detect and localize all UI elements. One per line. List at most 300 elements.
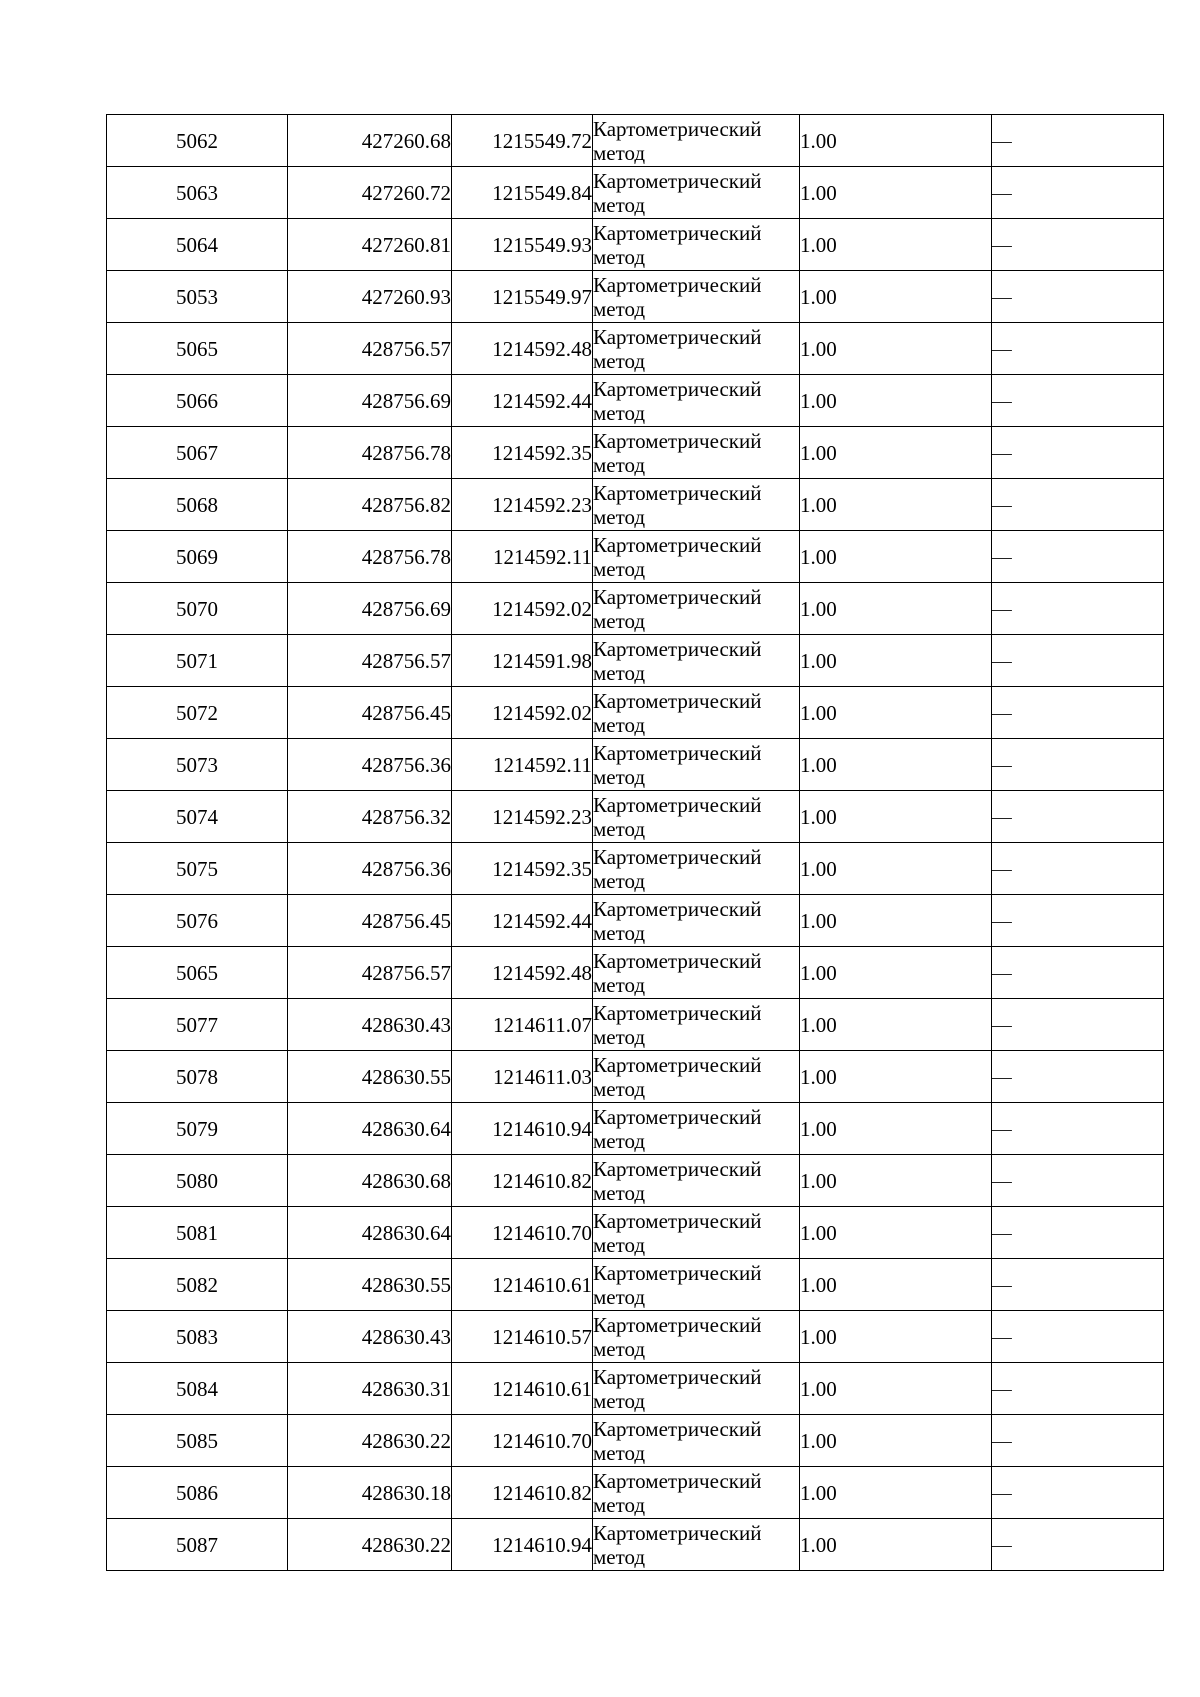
point-number-text: 5068 <box>176 492 218 517</box>
method-cell <box>593 687 800 739</box>
method-cell <box>593 1155 800 1207</box>
y-coordinate-text: 1214610.61 <box>492 1376 592 1401</box>
x-coordinate-cell <box>288 1259 452 1311</box>
method-text: Картометрический метод <box>593 324 762 373</box>
accuracy-text: 1.00 <box>800 700 837 725</box>
accuracy-cell <box>800 1155 992 1207</box>
point-number-cell <box>107 739 288 791</box>
accuracy-cell <box>800 1519 992 1571</box>
y-coordinate-text: 1214592.44 <box>492 908 592 933</box>
x-coordinate-cell <box>288 479 452 531</box>
description-cell <box>992 583 1164 635</box>
table-row <box>107 427 1164 479</box>
description-text: — <box>992 1483 1012 1503</box>
accuracy-cell <box>800 531 992 583</box>
table-row <box>107 791 1164 843</box>
x-coordinate-text: 428756.45 <box>361 908 451 933</box>
accuracy-cell <box>800 1415 992 1467</box>
y-coordinate-cell <box>452 1415 593 1467</box>
method-cell <box>593 479 800 531</box>
table-row <box>107 1311 1164 1363</box>
accuracy-text: 1.00 <box>800 232 837 257</box>
x-coordinate-cell <box>288 895 452 947</box>
point-number-cell <box>107 1363 288 1415</box>
x-coordinate-text: 428630.43 <box>361 1324 451 1349</box>
description-text: — <box>992 807 1012 827</box>
description-cell <box>992 1519 1164 1571</box>
description-text: — <box>992 391 1012 411</box>
x-coordinate-cell <box>288 1519 452 1571</box>
description-cell <box>992 1311 1164 1363</box>
x-coordinate-cell <box>288 1103 452 1155</box>
accuracy-text: 1.00 <box>800 1272 837 1297</box>
method-cell <box>593 791 800 843</box>
y-coordinate-text: 1214610.82 <box>492 1480 592 1505</box>
point-number-text: 5082 <box>176 1272 218 1297</box>
x-coordinate-cell <box>288 271 452 323</box>
x-coordinate-cell <box>288 999 452 1051</box>
description-text: — <box>992 859 1012 879</box>
accuracy-cell <box>800 1467 992 1519</box>
x-coordinate-text: 428756.36 <box>361 856 451 881</box>
description-cell <box>992 635 1164 687</box>
description-text: — <box>992 547 1012 567</box>
accuracy-text: 1.00 <box>800 388 837 413</box>
x-coordinate-cell <box>288 635 452 687</box>
x-coordinate-cell <box>288 1415 452 1467</box>
description-cell <box>992 531 1164 583</box>
x-coordinate-text: 428756.78 <box>361 544 451 569</box>
description-text: — <box>992 703 1012 723</box>
y-coordinate-text: 1214611.07 <box>493 1012 592 1037</box>
point-number-text: 5066 <box>176 388 218 413</box>
description-cell <box>992 1467 1164 1519</box>
method-cell <box>593 1259 800 1311</box>
method-cell <box>593 895 800 947</box>
document-page <box>106 114 1163 1571</box>
y-coordinate-cell <box>452 375 593 427</box>
x-coordinate-text: 428630.55 <box>361 1272 451 1297</box>
description-cell <box>992 167 1164 219</box>
y-coordinate-text: 1214592.48 <box>492 960 592 985</box>
x-coordinate-text: 428756.82 <box>361 492 451 517</box>
point-number-text: 5065 <box>176 336 218 361</box>
x-coordinate-cell <box>288 583 452 635</box>
y-coordinate-cell <box>452 1467 593 1519</box>
method-cell <box>593 531 800 583</box>
table-row <box>107 947 1164 999</box>
point-number-cell <box>107 1207 288 1259</box>
method-text: Картометрический метод <box>593 480 762 529</box>
method-cell <box>593 635 800 687</box>
accuracy-cell <box>800 1103 992 1155</box>
accuracy-cell <box>800 791 992 843</box>
x-coordinate-text: 427260.72 <box>361 180 451 205</box>
y-coordinate-text: 1214610.61 <box>492 1272 592 1297</box>
x-coordinate-cell <box>288 791 452 843</box>
point-number-cell <box>107 219 288 271</box>
accuracy-text: 1.00 <box>800 1532 837 1557</box>
point-number-cell <box>107 635 288 687</box>
y-coordinate-cell <box>452 479 593 531</box>
description-cell <box>992 999 1164 1051</box>
y-coordinate-cell <box>452 1363 593 1415</box>
description-text: — <box>992 755 1012 775</box>
x-coordinate-text: 427260.93 <box>361 284 451 309</box>
y-coordinate-text: 1214592.11 <box>493 752 592 777</box>
method-text: Картометрический метод <box>593 376 762 425</box>
point-number-cell <box>107 531 288 583</box>
y-coordinate-text: 1214591.98 <box>492 648 592 673</box>
table-row <box>107 895 1164 947</box>
method-cell <box>593 1051 800 1103</box>
point-number-cell <box>107 115 288 167</box>
method-text: Картометрический метод <box>593 116 762 165</box>
table-row <box>107 739 1164 791</box>
point-number-text: 5081 <box>176 1220 218 1245</box>
y-coordinate-text: 1214610.70 <box>492 1428 592 1453</box>
y-coordinate-cell <box>452 1519 593 1571</box>
point-number-cell <box>107 687 288 739</box>
method-cell <box>593 583 800 635</box>
accuracy-text: 1.00 <box>800 752 837 777</box>
y-coordinate-text: 1214592.48 <box>492 336 592 361</box>
x-coordinate-cell <box>288 947 452 999</box>
point-number-text: 5064 <box>176 232 218 257</box>
description-cell <box>992 479 1164 531</box>
method-cell <box>593 1519 800 1571</box>
method-text: Картометрический метод <box>593 1000 762 1049</box>
point-number-cell <box>107 1467 288 1519</box>
description-cell <box>992 947 1164 999</box>
description-text: — <box>992 287 1012 307</box>
x-coordinate-text: 428756.57 <box>361 336 451 361</box>
x-coordinate-text: 428756.36 <box>361 752 451 777</box>
point-number-cell <box>107 1155 288 1207</box>
point-number-cell <box>107 583 288 635</box>
point-number-cell <box>107 1259 288 1311</box>
accuracy-text: 1.00 <box>800 336 837 361</box>
method-text: Картометрический метод <box>593 1416 762 1465</box>
description-cell <box>992 1103 1164 1155</box>
x-coordinate-text: 428630.64 <box>361 1116 451 1141</box>
x-coordinate-cell <box>288 1207 452 1259</box>
x-coordinate-cell <box>288 739 452 791</box>
method-cell <box>593 1207 800 1259</box>
point-number-cell <box>107 791 288 843</box>
x-coordinate-cell <box>288 1311 452 1363</box>
point-number-text: 5087 <box>176 1532 218 1557</box>
accuracy-text: 1.00 <box>800 1480 837 1505</box>
y-coordinate-cell <box>452 791 593 843</box>
description-text: — <box>992 963 1012 983</box>
y-coordinate-cell <box>452 323 593 375</box>
y-coordinate-text: 1215549.84 <box>492 180 592 205</box>
x-coordinate-text: 428630.22 <box>361 1428 451 1453</box>
method-cell <box>593 323 800 375</box>
accuracy-cell <box>800 271 992 323</box>
description-cell <box>992 115 1164 167</box>
method-cell <box>593 271 800 323</box>
y-coordinate-text: 1214610.57 <box>492 1324 592 1349</box>
method-text: Картометрический метод <box>593 636 762 685</box>
accuracy-cell <box>800 1363 992 1415</box>
y-coordinate-cell <box>452 635 593 687</box>
method-text: Картометрический метод <box>593 532 762 581</box>
accuracy-text: 1.00 <box>800 1168 837 1193</box>
y-coordinate-cell <box>452 687 593 739</box>
y-coordinate-cell <box>452 947 593 999</box>
method-text: Картометрический метод <box>593 168 762 217</box>
method-cell <box>593 427 800 479</box>
accuracy-text: 1.00 <box>800 1428 837 1453</box>
method-text: Картометрический метод <box>593 740 762 789</box>
coordinates-table <box>106 114 1164 1571</box>
point-number-text: 5080 <box>176 1168 218 1193</box>
y-coordinate-text: 1214611.03 <box>493 1064 592 1089</box>
point-number-cell <box>107 167 288 219</box>
x-coordinate-cell <box>288 115 452 167</box>
y-coordinate-cell <box>452 1207 593 1259</box>
y-coordinate-text: 1214610.82 <box>492 1168 592 1193</box>
table-row <box>107 843 1164 895</box>
y-coordinate-text: 1214592.02 <box>492 596 592 621</box>
description-text: — <box>992 1015 1012 1035</box>
accuracy-cell <box>800 635 992 687</box>
table-row <box>107 375 1164 427</box>
y-coordinate-cell <box>452 843 593 895</box>
accuracy-text: 1.00 <box>800 128 837 153</box>
point-number-text: 5076 <box>176 908 218 933</box>
accuracy-cell <box>800 1259 992 1311</box>
method-text: Картометрический метод <box>593 844 762 893</box>
table-row <box>107 1519 1164 1571</box>
accuracy-text: 1.00 <box>800 284 837 309</box>
method-cell <box>593 1467 800 1519</box>
x-coordinate-cell <box>288 427 452 479</box>
point-number-cell <box>107 895 288 947</box>
x-coordinate-text: 428756.69 <box>361 596 451 621</box>
accuracy-text: 1.00 <box>800 1220 837 1245</box>
description-text: — <box>992 1223 1012 1243</box>
accuracy-text: 1.00 <box>800 960 837 985</box>
point-number-text: 5078 <box>176 1064 218 1089</box>
y-coordinate-cell <box>452 271 593 323</box>
table-row <box>107 323 1164 375</box>
description-text: — <box>992 235 1012 255</box>
y-coordinate-text: 1215549.72 <box>492 128 592 153</box>
method-text: Картометрический метод <box>593 688 762 737</box>
accuracy-text: 1.00 <box>800 648 837 673</box>
x-coordinate-text: 428756.78 <box>361 440 451 465</box>
point-number-text: 5086 <box>176 1480 218 1505</box>
description-text: — <box>992 1535 1012 1555</box>
method-cell <box>593 947 800 999</box>
method-text: Картометрический метод <box>593 1260 762 1309</box>
x-coordinate-cell <box>288 687 452 739</box>
table-row <box>107 1259 1164 1311</box>
method-text: Картометрический метод <box>593 584 762 633</box>
table-row <box>107 635 1164 687</box>
method-text: Картометрический метод <box>593 272 762 321</box>
description-text: — <box>992 1067 1012 1087</box>
point-number-text: 5053 <box>176 284 218 309</box>
x-coordinate-text: 428630.22 <box>361 1532 451 1557</box>
y-coordinate-text: 1214610.94 <box>492 1116 592 1141</box>
point-number-text: 5070 <box>176 596 218 621</box>
y-coordinate-cell <box>452 167 593 219</box>
description-text: — <box>992 1171 1012 1191</box>
x-coordinate-text: 428756.45 <box>361 700 451 725</box>
point-number-text: 5072 <box>176 700 218 725</box>
description-text: — <box>992 131 1012 151</box>
accuracy-cell <box>800 947 992 999</box>
table-row <box>107 1467 1164 1519</box>
accuracy-cell <box>800 1207 992 1259</box>
point-number-cell <box>107 375 288 427</box>
description-cell <box>992 219 1164 271</box>
x-coordinate-text: 428630.43 <box>361 1012 451 1037</box>
point-number-cell <box>107 479 288 531</box>
point-number-text: 5062 <box>176 128 218 153</box>
x-coordinate-text: 428756.57 <box>361 960 451 985</box>
point-number-text: 5083 <box>176 1324 218 1349</box>
y-coordinate-cell <box>452 739 593 791</box>
method-text: Картометрический метод <box>593 948 762 997</box>
y-coordinate-cell <box>452 427 593 479</box>
y-coordinate-cell <box>452 1103 593 1155</box>
point-number-cell <box>107 1519 288 1571</box>
y-coordinate-cell <box>452 999 593 1051</box>
description-text: — <box>992 1275 1012 1295</box>
point-number-cell <box>107 843 288 895</box>
x-coordinate-cell <box>288 323 452 375</box>
point-number-cell <box>107 323 288 375</box>
method-cell <box>593 115 800 167</box>
table-row <box>107 167 1164 219</box>
y-coordinate-cell <box>452 583 593 635</box>
method-cell <box>593 375 800 427</box>
method-text: Картометрический метод <box>593 1520 762 1569</box>
accuracy-text: 1.00 <box>800 1116 837 1141</box>
point-number-text: 5071 <box>176 648 218 673</box>
description-cell <box>992 895 1164 947</box>
y-coordinate-text: 1214610.94 <box>492 1532 592 1557</box>
method-text: Картометрический метод <box>593 1208 762 1257</box>
accuracy-text: 1.00 <box>800 856 837 881</box>
point-number-cell <box>107 427 288 479</box>
accuracy-cell <box>800 739 992 791</box>
accuracy-cell <box>800 115 992 167</box>
method-text: Картометрический метод <box>593 220 762 269</box>
method-cell <box>593 219 800 271</box>
x-coordinate-text: 428756.69 <box>361 388 451 413</box>
table-row <box>107 531 1164 583</box>
description-cell <box>992 1051 1164 1103</box>
accuracy-cell <box>800 375 992 427</box>
description-cell <box>992 1207 1164 1259</box>
method-cell <box>593 739 800 791</box>
point-number-cell <box>107 1415 288 1467</box>
x-coordinate-cell <box>288 167 452 219</box>
description-cell <box>992 1259 1164 1311</box>
accuracy-cell <box>800 323 992 375</box>
x-coordinate-text: 428756.32 <box>361 804 451 829</box>
x-coordinate-text: 428630.31 <box>361 1376 451 1401</box>
accuracy-cell <box>800 167 992 219</box>
point-number-cell <box>107 947 288 999</box>
description-text: — <box>992 1119 1012 1139</box>
y-coordinate-cell <box>452 531 593 583</box>
method-cell <box>593 1103 800 1155</box>
y-coordinate-text: 1215549.97 <box>492 284 592 309</box>
method-text: Картометрический метод <box>593 1156 762 1205</box>
method-text: Картометрический метод <box>593 428 762 477</box>
x-coordinate-text: 428630.68 <box>361 1168 451 1193</box>
accuracy-cell <box>800 427 992 479</box>
table-row <box>107 1103 1164 1155</box>
y-coordinate-text: 1214592.23 <box>492 492 592 517</box>
point-number-text: 5085 <box>176 1428 218 1453</box>
table-row <box>107 999 1164 1051</box>
x-coordinate-cell <box>288 1155 452 1207</box>
accuracy-cell <box>800 687 992 739</box>
y-coordinate-cell <box>452 1155 593 1207</box>
x-coordinate-text: 427260.81 <box>361 232 451 257</box>
table-row <box>107 219 1164 271</box>
y-coordinate-text: 1214610.70 <box>492 1220 592 1245</box>
table-row <box>107 687 1164 739</box>
point-number-text: 5069 <box>176 544 218 569</box>
description-text: — <box>992 1431 1012 1451</box>
method-cell <box>593 167 800 219</box>
point-number-cell <box>107 999 288 1051</box>
description-text: — <box>992 339 1012 359</box>
table-row <box>107 1155 1164 1207</box>
y-coordinate-text: 1215549.93 <box>492 232 592 257</box>
accuracy-cell <box>800 219 992 271</box>
table-row <box>107 583 1164 635</box>
table-row <box>107 1415 1164 1467</box>
point-number-text: 5067 <box>176 440 218 465</box>
description-text: — <box>992 443 1012 463</box>
point-number-text: 5084 <box>176 1376 218 1401</box>
accuracy-text: 1.00 <box>800 908 837 933</box>
method-text: Картометрический метод <box>593 1312 762 1361</box>
x-coordinate-cell <box>288 375 452 427</box>
accuracy-cell <box>800 1051 992 1103</box>
point-number-text: 5065 <box>176 960 218 985</box>
accuracy-cell <box>800 1311 992 1363</box>
point-number-text: 5079 <box>176 1116 218 1141</box>
x-coordinate-text: 427260.68 <box>361 128 451 153</box>
accuracy-cell <box>800 479 992 531</box>
description-cell <box>992 739 1164 791</box>
description-cell <box>992 427 1164 479</box>
x-coordinate-cell <box>288 843 452 895</box>
description-text: — <box>992 651 1012 671</box>
y-coordinate-text: 1214592.44 <box>492 388 592 413</box>
x-coordinate-text: 428630.55 <box>361 1064 451 1089</box>
description-text: — <box>992 911 1012 931</box>
coordinates-table-body <box>107 115 1164 1571</box>
y-coordinate-text: 1214592.35 <box>492 440 592 465</box>
description-cell <box>992 323 1164 375</box>
method-text: Картометрический метод <box>593 1104 762 1153</box>
method-text: Картометрический метод <box>593 792 762 841</box>
point-number-text: 5073 <box>176 752 218 777</box>
y-coordinate-cell <box>452 1311 593 1363</box>
